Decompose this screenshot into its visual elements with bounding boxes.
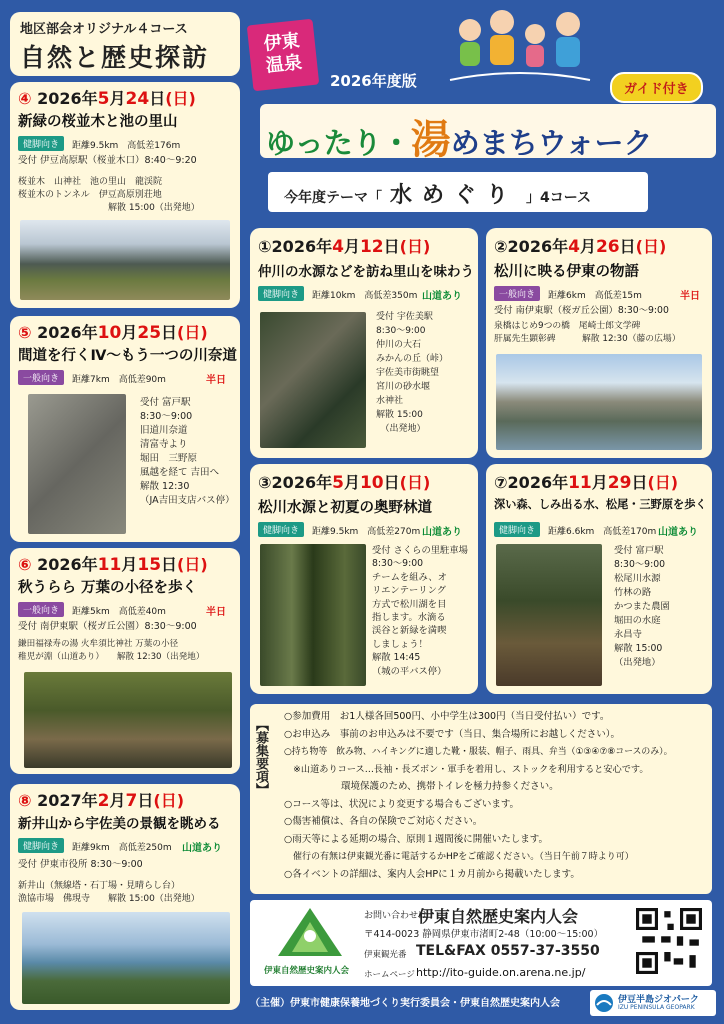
course-level-tag: 健脚向き [18,136,64,151]
course-route: 受付 宇佐美駅 8:30～9:00 仲川の大石 みかんの丘（峠） 宇佐美市街眺望 宮川の砂水堰 水神社 解散 15:00 （出発地） [376,312,449,434]
course-photo [20,220,230,300]
course-title: 松川に映る伊東の物語 [494,264,639,280]
course-trail-note: 山道あり [422,527,462,538]
geopark-logo-icon [594,993,614,1013]
course-card-2 [486,228,712,458]
geopark-name-en: IZU PENINSULA GEOPARK [618,1004,695,1011]
course-trail-note: 山道あり [658,527,698,538]
course-route: 受付 富戸駅 8:30～9:00 旧道川奈道 清富寺より 堀田 三野原 風越を経て 吉田へ 解散 12:30 （JA吉田支店バス停） [140,397,235,506]
course-date: ②2026年4月26日(日) [494,237,667,257]
footer-host: （主催）伊東市健康保養地づくり実行委員会・伊東自然歴史案内人会 [250,998,560,1009]
course-card-7 [486,464,712,694]
course-title: 仲川の水源などを訪ね里山を味わう [258,264,474,280]
course-meet: 受付 伊豆高原駅（桜並木口）8:40～9:20 [18,155,197,166]
course-duration: 半日 [206,607,226,618]
banner-title-text [266,108,653,165]
city-badge: 伊東 温泉 [247,19,320,92]
course-photo [496,544,602,686]
course-title: 深い森、しみ出る水、松尾・三野原を歩く [494,498,707,511]
course-stats: 距離6km 高低差15m [548,291,642,301]
course-stats: 距離9.5km 高低差176m [72,141,181,151]
course-level-tag: 健脚向き [18,838,64,853]
course-date: ⑧ 2027年2月7日(日) [18,791,185,811]
course-title: 新井山から宇佐美の景観を眺める [18,816,221,832]
course-card-4 [10,82,240,308]
left-header-title: 自然と歴史探訪 [20,43,210,72]
contact-org: 伊東自然歴史案内人会 [418,907,579,926]
course-date: ⑤ 2026年10月25日(日) [18,323,208,343]
family-illustration-icon [440,8,600,84]
course-stats: 距離9.5km 高低差270m [312,527,421,537]
left-header [10,12,240,76]
course-title: 新緑の桜並木と池の里山 [18,114,178,130]
recruit-line: ○参加費用 お1人様各回500円、小中学生は300円（当日受付払い）です。 [284,711,610,722]
title-part-b: 湯 [410,117,451,163]
course-duration: 半日 [680,291,700,302]
course-trail-note: 山道あり [422,291,462,302]
course-title: 秋うらら 万葉の小径を歩く [18,580,198,596]
website-link[interactable]: http://ito-guide.on.arena.ne.jp/ [416,966,586,979]
theme-text [284,178,591,209]
course-card-3 [250,464,478,694]
hp-label: ホームページ [364,970,415,980]
banner [250,8,716,168]
course-date: ③2026年5月10日(日) [258,473,431,493]
course-meet: 受付 南伊東駅（桜ガ丘公園）8:30～9:00 [494,305,669,316]
course-card-6 [10,548,240,774]
logo-caption: 伊東自然歴史案内人会 [264,966,350,976]
recruit-line: ○雨天等による延期の場合、原則１週間後に開催いたします。 [284,833,549,845]
course-route: 鎌田福禄寿の湯 火牟須比神社 万葉の小径 稚児が淵（山道あり） 解散 12:30（出発地） [18,639,205,662]
recruitment-box [250,704,712,894]
course-level-tag: 健脚向き [258,286,304,301]
recruit-line: 環境保護のため、携帯トイレを極力持参ください。 [284,781,559,792]
course-level-tag: 一般向き [18,602,64,617]
course-photo [28,394,126,534]
course-photo [22,912,230,1004]
recruitment-label: 【募集要項】 [253,718,268,796]
title-part-c: めまちウォーク [450,126,653,160]
recruit-line: ○お申込み 事前のお申込みは不要です（当日、集合場所にお越しください）。 [284,728,621,740]
course-duration: 半日 [206,375,226,386]
guide-badge: ガイド付き [610,72,703,103]
course-photo [260,544,366,686]
course-level-tag: 健脚向き [494,522,540,537]
recruit-line: ○コース等は、状況により変更する場合もございます。 [284,798,520,810]
course-card-8 [10,784,240,1010]
course-stats: 距離10km 高低差350m [312,291,418,301]
course-route: 泉橋はじめ9つの橋 尾崎士郎文学碑 肝属先生顕彰碑 解散 12:30（藤の広場） [494,321,681,344]
title-part-a: ゆったり・ [266,126,411,160]
course-date: ①2026年4月12日(日) [258,237,431,257]
course-route: 受付 富戸駅 8:30～9:00 松尾川水源 竹林の路 かつまた農園 堀田の水庭 永昌寺 解散 15:00 （出発地） [614,545,670,668]
course-photo [496,354,702,450]
geopark-badge [590,990,716,1016]
recruit-line: ○持ち物等 飲み物、ハイキングに適した靴・服装、帽子、雨具、弁当（①③④⑦⑧コースのみ）。 [284,747,673,757]
theme-main: 水めぐり [390,183,519,208]
course-route: 新井山（無線塔・石丁場・見晴らし台） 漁協市場 佛現寺 解散 15:00（出発地） [18,881,200,904]
course-level-tag: 一般向き [494,286,540,301]
course-stats: 距離9km 高低差250m [72,843,172,853]
course-level-tag: 一般向き [18,370,64,385]
association-logo-icon [270,906,350,960]
course-photo [260,312,366,448]
course-date: ⑦2026年11月29日(日) [494,473,679,493]
course-card-1 [250,228,478,458]
course-meet: 受付 伊東市役所 8:30～9:00 [18,859,143,870]
theme-suffix: 」4コース [526,190,592,206]
course-date: ⑥ 2026年11月15日(日) [18,555,208,575]
course-title: 松川水源と初夏の奥野林道 [258,500,432,516]
recruit-line: 催行の有無は伊東観光番に電話するかHPをご確認ください。（当日午前７時より可） [284,852,634,862]
geopark-name: 伊豆半島ジオパーク [618,995,699,1005]
recruit-line: ※山道ありコース…長袖・長ズボン・軍手を着用し、ストックを利用すると安心です。 [284,763,649,775]
course-title: 間道を行くⅣ～もう一つの川奈道 [18,348,237,364]
theme-bar [268,172,648,212]
course-level-tag: 健脚向き [258,522,304,537]
course-route: 受付 さくらの里駐車場 8:30～9:00 チームを組み、オ リエンテーリング 方式で松川湖を目 指します。水滴る 渓谷と新緑を満喫 しましょう！ 解散 14:45 （城の平バス停） [372,545,468,677]
left-header-sub: 地区部会オリジナル４コース [20,22,188,37]
theme-prefix: 今年度テーマ「 [284,190,382,206]
course-date: ④ 2026年5月24日(日) [18,89,196,109]
contact-address: 〒414-0023 静岡県伊東市渚町2-48（10:00～15:00） [364,929,604,940]
course-trail-note: 山道あり [182,843,222,854]
year-label: 2026年度版 [330,72,417,90]
recruitment-list [284,710,704,890]
course-route: 桜並木 山神社 池の里山 龍渓院 桜並木のトンネル 伊豆高原別荘地 解散 15:00（出発地） [18,177,200,213]
recruit-line: ○各イベントの詳細は、案内人会HPに１カ月前から掲載いたします。 [284,868,580,880]
course-stats: 距離6.6km 高低差170m [548,527,657,537]
contact-tel: TEL&FAX 0557-37-3550 [416,943,600,959]
course-stats: 距離7km 高低差90m [72,375,166,385]
tel-label: 伊東観光番 [364,950,407,960]
course-meet: 受付 南伊東駅（桜ガ丘公園）8:30～9:00 [18,621,197,632]
recruit-line: ○傷害補償は、各自の保険でご対応ください。 [284,816,483,827]
contact-ask: お問い合わせは [364,911,428,921]
course-stats: 距離5km 高低差40m [72,607,166,617]
course-card-5 [10,316,240,542]
qr-code-icon[interactable] [636,908,702,974]
course-photo [24,672,232,768]
contact-box [250,900,712,986]
